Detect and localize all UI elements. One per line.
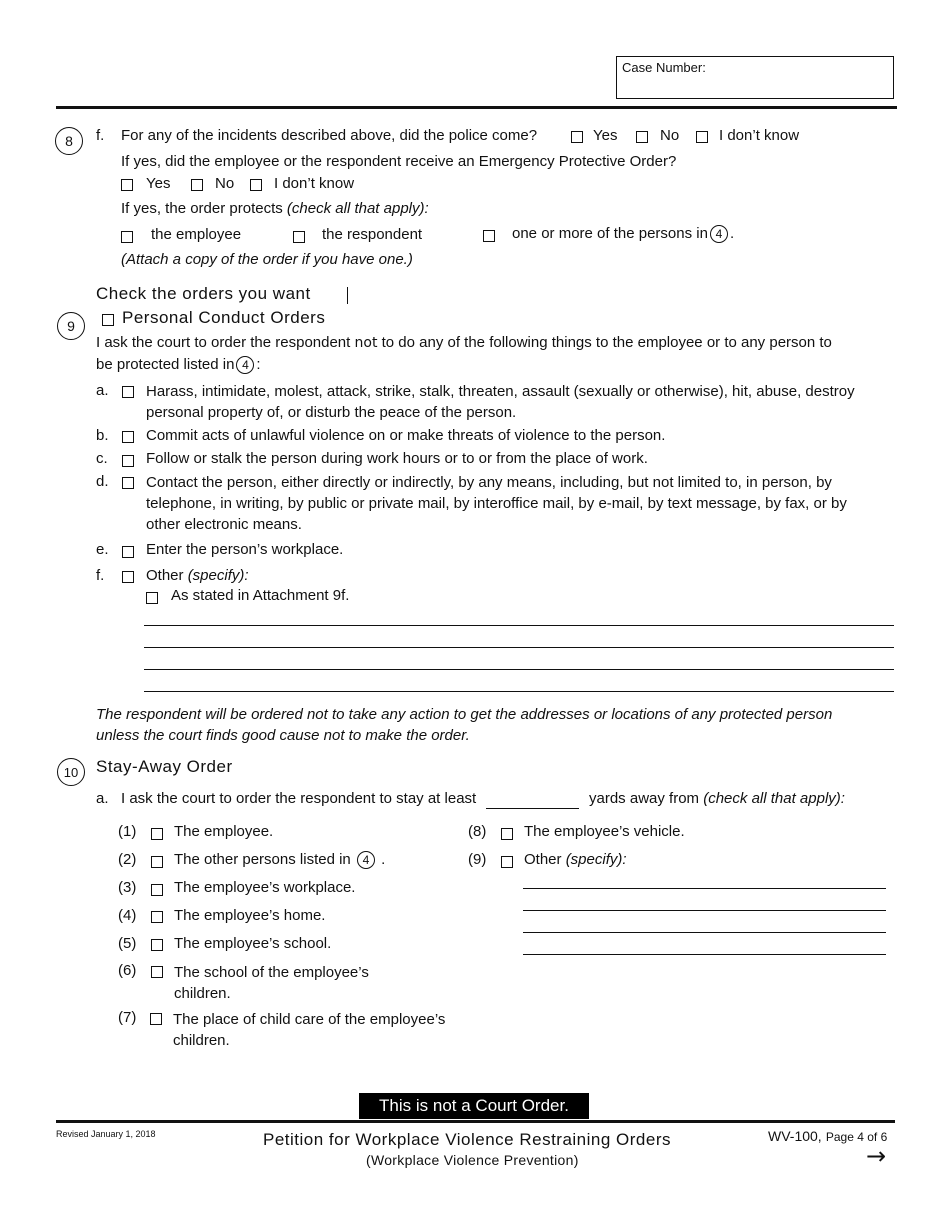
stay-4-checkbox[interactable]: [151, 911, 163, 923]
personal-conduct-title: Personal Conduct Orders: [122, 308, 326, 327]
order-protects-note: (check all that apply):: [286, 200, 429, 217]
footer-rule: [56, 1120, 895, 1123]
conduct-d-checkbox[interactable]: [122, 477, 134, 489]
conduct-other-checkbox[interactable]: [122, 571, 134, 583]
stay-other-line-1[interactable]: [523, 888, 886, 889]
conduct-a-letter: a.: [96, 382, 109, 399]
protects-persons-label: one or more of the persons in 4 .: [512, 225, 735, 242]
item-9-ref-4: 4: [236, 356, 254, 374]
police-no-label: No: [660, 127, 680, 144]
conduct-e-letter: e.: [96, 541, 109, 558]
protects-respondent-checkbox[interactable]: [293, 231, 305, 243]
epo-no-checkbox[interactable]: [191, 179, 203, 191]
conduct-d-line-3: other electronic means.: [146, 516, 302, 533]
not-court-order-banner: This is not a Court Order.: [359, 1093, 589, 1119]
protects-employee-checkbox[interactable]: [121, 231, 133, 243]
order-protects-text: If yes, the order protects: [121, 200, 283, 217]
revised-date: Revised January 1, 2018: [56, 1129, 156, 1139]
conduct-other-text: Other: [146, 567, 184, 584]
attachment-9f-checkbox[interactable]: [146, 592, 158, 604]
stay-6-number: (6): [118, 962, 137, 979]
stay-1-label: The employee.: [174, 823, 274, 840]
stay-2-number: (2): [118, 851, 137, 868]
section-heading: Check the orders you want: [96, 284, 311, 303]
conduct-b-letter: b.: [96, 427, 109, 444]
stay-1-checkbox[interactable]: [151, 828, 163, 840]
address-notice-line-2: unless the court finds good cause not to make the order.: [96, 727, 470, 744]
conduct-e-checkbox[interactable]: [122, 546, 134, 558]
conduct-d-letter: d.: [96, 473, 109, 490]
form-subtitle: (Workplace Violence Prevention): [366, 1152, 579, 1168]
case-number-box[interactable]: [616, 56, 894, 99]
stay-7-label: [173, 1009, 445, 1051]
police-no-checkbox[interactable]: [636, 131, 648, 143]
stay-2-label: The other persons listed in 4 .: [174, 851, 386, 868]
item-8-letter: f.: [96, 127, 105, 144]
stay-7-checkbox[interactable]: [150, 1013, 162, 1025]
police-dontknow-label: I don’t know: [719, 127, 800, 144]
page-number: Page 4 of 6: [825, 1130, 888, 1144]
attach-note: (Attach a copy of the order if you have one.): [121, 251, 413, 268]
stay-8-number: (8): [468, 823, 487, 840]
intro-not: not: [354, 335, 378, 351]
stay-4-label: The employee’s home.: [174, 907, 326, 924]
intro-part-2: to do any of the following things to the employee or to any person to: [381, 334, 832, 351]
stay-8-label: The employee’s vehicle.: [524, 823, 685, 840]
stay-6-line-1: The school of the employee’s: [174, 964, 369, 981]
yards-away-note: (check all that apply):: [703, 790, 845, 807]
police-question: For any of the incidents described above, did the police come?: [121, 127, 538, 144]
police-yes-checkbox[interactable]: [571, 131, 583, 143]
address-notice: [96, 704, 832, 746]
yards-away-text: yards away from: [589, 790, 700, 807]
epo-dontknow-label: I don’t know: [274, 175, 355, 192]
stay-other-line-2[interactable]: [523, 910, 886, 911]
item-9-intro: I ask the court to order the respondent not to do any of the following things to the employee or to any person to be protected listed in 4 :: [96, 334, 832, 373]
header-rule: [56, 106, 897, 109]
stay-3-checkbox[interactable]: [151, 884, 163, 896]
conduct-a-line-2: personal property of, or disturb the peace of the person.: [146, 404, 517, 421]
stay-other-line-4[interactable]: [523, 954, 886, 955]
item-10-number: 10: [57, 758, 85, 786]
stay-3-number: (3): [118, 879, 137, 896]
stay-other-line-3[interactable]: [523, 932, 886, 933]
address-notice-line-1: The respondent will be ordered not to take any action to get the addresses or locations of any protected person: [96, 706, 833, 723]
stay-9-checkbox[interactable]: [501, 856, 513, 868]
conduct-d-line-1: Contact the person, either directly or indirectly, by any means, including, but not limited to, in person, by: [146, 474, 832, 491]
police-dontknow-checkbox[interactable]: [696, 131, 708, 143]
conduct-d-text: [146, 472, 847, 535]
stay-2-checkbox[interactable]: [151, 856, 163, 868]
protects-respondent-label: the respondent: [322, 226, 423, 243]
conduct-b-checkbox[interactable]: [122, 431, 134, 443]
epo-yes-checkbox[interactable]: [121, 179, 133, 191]
conduct-b-text: Commit acts of unlawful violence on or make threats of violence to the person.: [146, 427, 666, 444]
conduct-c-text: Follow or stalk the person during work hours or to or from the place of work.: [146, 450, 648, 467]
stay-2-ref-4: 4: [357, 851, 375, 869]
item-8-number: 8: [55, 127, 83, 155]
protects-persons-text: one or more of the persons in: [512, 225, 708, 242]
protects-persons-checkbox[interactable]: [483, 230, 495, 242]
stay-4-number: (4): [118, 907, 137, 924]
conduct-other-label: [146, 567, 249, 584]
stay-9-text: Other: [524, 851, 562, 868]
other-specify-line-2[interactable]: [144, 647, 894, 648]
stay-6-label: [174, 962, 369, 1004]
epo-yes-label: Yes: [146, 175, 171, 192]
attachment-9f-label: As stated in Attachment 9f.: [171, 587, 350, 604]
stay-5-checkbox[interactable]: [151, 939, 163, 951]
conduct-other-note: (specify):: [187, 567, 249, 584]
police-yes-label: Yes: [593, 127, 618, 144]
epo-dontknow-checkbox[interactable]: [250, 179, 262, 191]
epo-question: If yes, did the employee or the respondent receive an Emergency Protective Order?: [121, 153, 677, 170]
stay-2-text: The other persons listed in: [174, 851, 351, 868]
form-id-text: WV-100,: [768, 1128, 822, 1144]
stay-8-checkbox[interactable]: [501, 828, 513, 840]
conduct-e-text: Enter the person’s workplace.: [146, 541, 344, 558]
conduct-a-text: [146, 381, 855, 423]
intro-part-3: be protected listed in: [96, 356, 235, 373]
stay-7-line-2: children.: [173, 1032, 230, 1049]
conduct-c-letter: c.: [96, 450, 108, 467]
other-specify-line-3[interactable]: [144, 669, 894, 670]
protects-employee-label: the employee: [151, 226, 242, 243]
personal-conduct-checkbox[interactable]: [102, 314, 114, 326]
stay-7-number: (7): [118, 1009, 137, 1026]
stay-9-label: [524, 851, 627, 868]
next-page-arrow-icon[interactable]: →: [866, 1142, 887, 1170]
item-9-number: 9: [57, 312, 85, 340]
item-4-reference: 4: [710, 225, 728, 243]
stay-6-line-2: children.: [174, 985, 231, 1002]
yards-input-line[interactable]: [486, 808, 579, 809]
conduct-a-line-1: Harass, intimidate, molest, attack, strike, stalk, threaten, assault (sexually or otherwise), hit, abuse, destroy: [146, 383, 855, 400]
item-10-letter: a.: [96, 790, 109, 807]
stay-1-number: (1): [118, 823, 137, 840]
conduct-c-checkbox[interactable]: [122, 455, 134, 467]
form-title: Petition for Workplace Violence Restraining Orders: [263, 1130, 671, 1149]
stay-away-request-1: I ask the court to order the respondent to stay at least: [121, 790, 477, 807]
stay-9-note: (specify):: [565, 851, 627, 868]
stay-9-number: (9): [468, 851, 487, 868]
stay-3-label: The employee’s workplace.: [174, 879, 356, 896]
conduct-a-checkbox[interactable]: [122, 386, 134, 398]
conduct-f-letter: f.: [96, 567, 105, 584]
stay-away-title: Stay-Away Order: [96, 757, 233, 776]
conduct-d-line-2: telephone, in writing, by public or private mail, by interoffice mail, by e-mail, by text message, by fax, or by: [146, 495, 847, 512]
epo-no-label: No: [215, 175, 235, 192]
other-specify-line-1[interactable]: [144, 625, 894, 626]
stay-away-request-2: [589, 790, 845, 807]
stay-5-label: The employee’s school.: [174, 935, 332, 952]
stay-7-line-1: The place of child care of the employee’s: [173, 1011, 446, 1028]
intro-part-1: I ask the court to order the respondent: [96, 334, 351, 351]
text-cursor: [347, 287, 348, 304]
stay-6-checkbox[interactable]: [151, 966, 163, 978]
stay-5-number: (5): [118, 935, 137, 952]
other-specify-line-4[interactable]: [144, 691, 894, 692]
case-number-label: Case Number:: [622, 60, 706, 75]
order-protects-question: [121, 200, 429, 217]
